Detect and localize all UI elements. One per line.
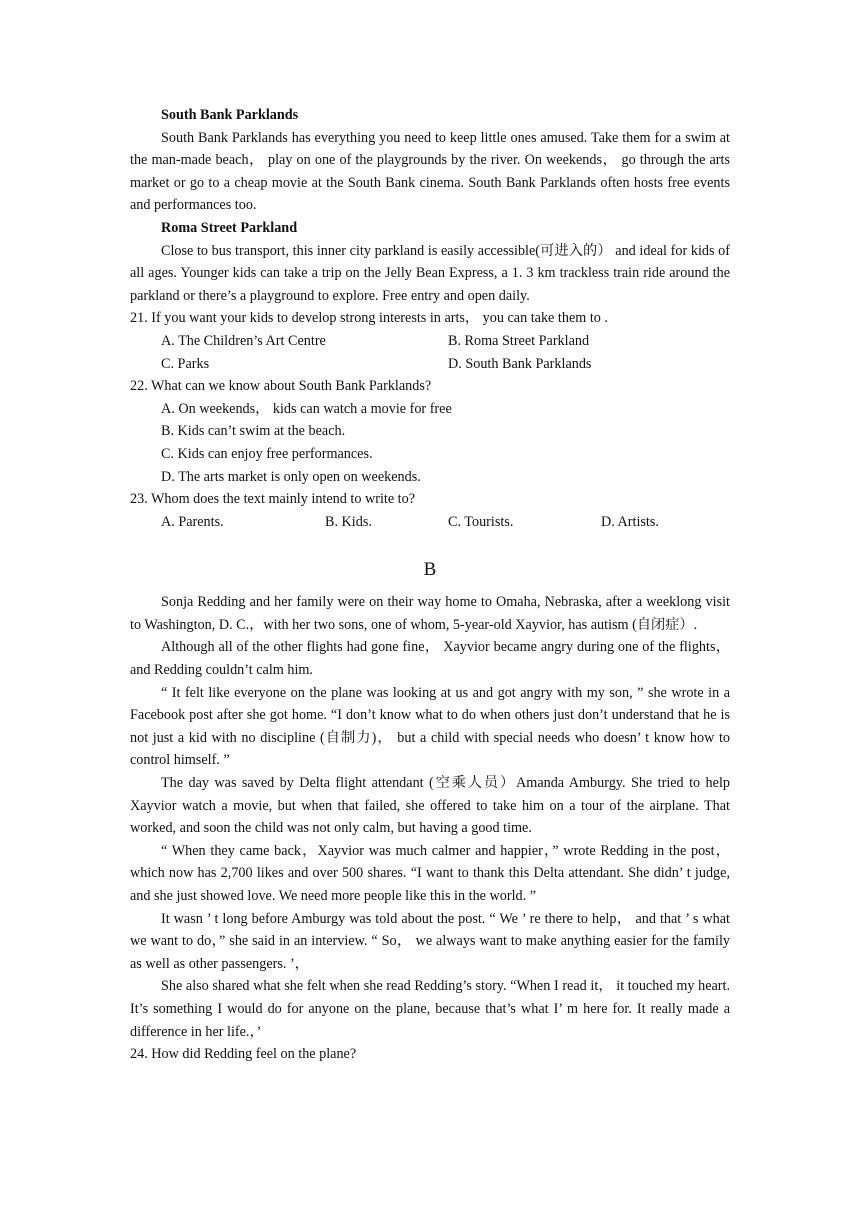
section-title-b: B	[423, 559, 437, 581]
question-21-options-row2	[130, 353, 730, 376]
question-21: 21. If you want your kids to develop strong interests in arts， you can take them to .	[130, 310, 608, 327]
paragraph-roma-street: Close to bus transport, this inner city parkland is easily accessible(可进入的） and ideal for kids of all ages. Younger kids can take a trip on the Jelly Bean Express, a 1. 3 km trackless train ride around the parkland or there’s a playground to explore. Free entry and open daily.	[130, 242, 730, 304]
paragraph-b-7: She also shared what she felt when she read Redding’s story. “When I read it， it touched my heart. It’s something I would do for anyone on the plane, because that’s what I’ m here for. It really made a difference in her life.，’	[130, 978, 730, 1040]
question-23-options	[130, 511, 730, 534]
option-22-b: B. Kids can’t swim at the beach.	[161, 423, 346, 440]
paragraph-b-3: “ It felt like everyone on the plane was looking at us and got angry with my son, ” she wrote in a Facebook post after she got home. “I don’t know what to do when others just don’t understand that he is not just a kid with no discipline (自制力)， but a child with special needs who doesn’ t know how to control himself. ”	[130, 684, 730, 769]
paragraph-b-4: The day was saved by Delta flight attendant (空乘人员）Amanda Amburgy. She tried to help Xayvior watch a movie, but when that failed, she offered to take him on a tour of the airplane. That worked, and soon the child was not only calm, but having a good time.	[130, 775, 730, 837]
heading-roma-street: Roma Street Parkland	[161, 219, 298, 236]
option-23-c: C. Tourists.	[448, 513, 514, 530]
paragraph-b-5: “ When they came back，Xayvior was much calmer and happier，” wrote Redding in the post，which now has 2,700 likes and over 500 shares. “I want to thank this Delta attendant. She didn’ t judge, and she just showed love. We need more people like this in the world. ”	[130, 842, 730, 904]
option-23-b: B. Kids.	[325, 513, 372, 530]
question-23: 23. Whom does the text mainly intend to write to?	[130, 491, 416, 508]
option-21-c: C. Parks	[161, 355, 210, 372]
paragraph-b-6: It wasn ’ t long before Amburgy was told about the post. “ We ’ re there to help， and that ’ s what we want to do，” she said in an interview. “ So， we always want to make anything easier for the family as well as other passengers. ’，	[130, 910, 730, 972]
paragraph-south-bank: South Bank Parklands has everything you need to keep little ones amused. Take them for a swim at the man-made beach， play on one of the playgrounds by the river. On weekends， go through the arts market or go to a cheap movie at the South Bank cinema. South Bank Parklands often hosts free events and performances too.	[130, 129, 730, 214]
option-23-d: D. Artists.	[601, 513, 659, 530]
option-22-d: D. The arts market is only open on weekends.	[161, 468, 421, 485]
question-24: 24. How did Redding feel on the plane?	[130, 1046, 357, 1063]
option-22-c: C. Kids can enjoy free performances.	[161, 445, 373, 462]
paragraph-b-2: Although all of the other flights had gone fine， Xayvior became angry during one of the flights， and Redding couldn’t calm him.	[130, 639, 730, 679]
question-21-options-row1	[130, 330, 730, 353]
document-content	[130, 104, 730, 1066]
option-21-b: B. Roma Street Parkland	[448, 332, 590, 349]
paragraph-b-1: Sonja Redding and her family were on their way home to Omaha, Nebraska, after a weeklong visit to Washington, D. C.，with her two sons, one of whom, 5-year-old Xayvior, has autism (自闭症）.	[130, 594, 730, 633]
option-22-a: A. On weekends， kids can watch a movie for free	[161, 400, 452, 417]
option-21-a: A. The Children’s Art Centre	[161, 332, 326, 349]
question-22: 22. What can we know about South Bank Parklands?	[130, 378, 432, 395]
option-21-d: D. South Bank Parklands	[448, 355, 592, 372]
option-23-a: A. Parents.	[161, 513, 224, 530]
heading-south-bank: South Bank Parklands	[161, 107, 299, 123]
